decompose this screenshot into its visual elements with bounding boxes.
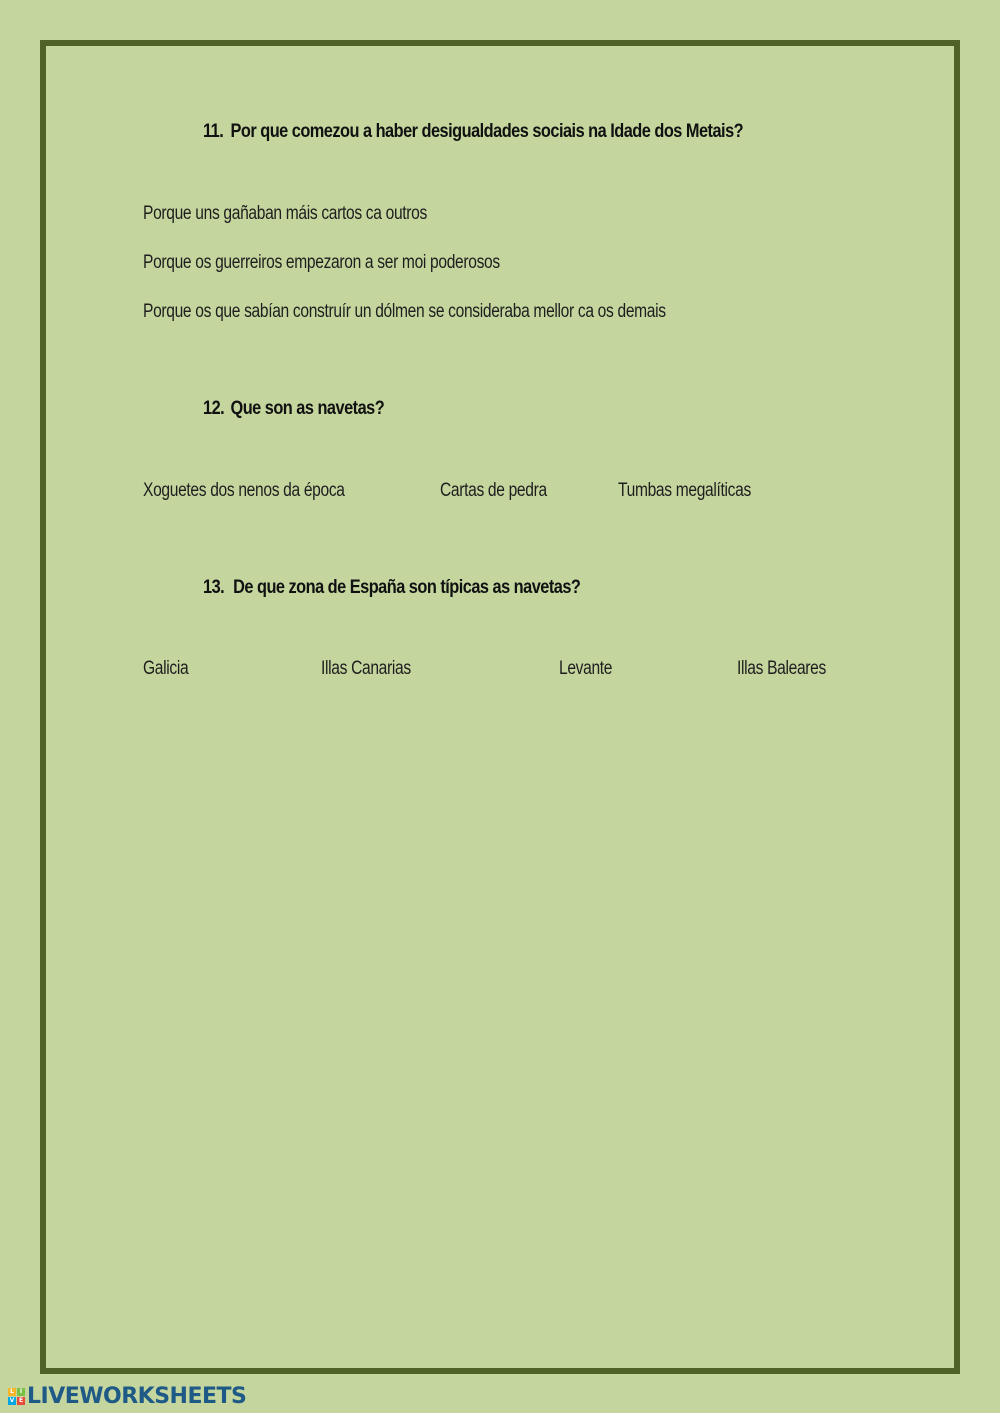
question-12-number: 12. [203,398,225,419]
question-12-answer-2[interactable]: Cartas de pedra [440,480,547,501]
question-13-answer-3[interactable]: Levante [559,658,613,679]
question-13-text: De que zona de España son típicas as navetas? [233,577,581,598]
question-11-answer-1[interactable]: Porque uns gañaban máis cartos ca outros [143,203,427,224]
question-13-answer-1[interactable]: Galicia [143,658,189,679]
question-13-title [203,577,580,599]
question-12-title [203,398,384,420]
question-13-number: 13. [203,577,225,598]
question-13-answer-2[interactable]: Illas Canarias [321,658,411,679]
logo-text: LIVEWORKSHEETS [27,1383,247,1409]
logo-grid-icon [8,1388,25,1405]
question-12-answer-1[interactable]: Xoguetes dos nenos da época [143,480,345,501]
question-11-title [203,121,743,143]
logo-letter: L [8,1388,16,1396]
question-11-text: Por que comezou a haber desigualdades sociais na Idade dos Metais? [230,121,744,142]
logo-letter: I [17,1388,25,1396]
question-12-text: Que son as navetas? [230,398,385,419]
question-11-answer-3[interactable]: Porque os que sabían construír un dólmen se consideraba mellor ca os demais [143,301,666,322]
liveworksheets-logo[interactable] [8,1384,246,1408]
logo-letter: E [18,1396,24,1404]
question-13-answer-4[interactable]: Illas Baleares [737,658,826,679]
question-11-answer-2[interactable]: Porque os guerreiros empezaron a ser moi poderosos [143,252,500,273]
question-12-answer-3[interactable]: Tumbas megalíticas [618,480,751,501]
logo-letter: V [9,1396,15,1404]
page-frame [40,40,960,1374]
question-11-number: 11. [203,121,224,142]
